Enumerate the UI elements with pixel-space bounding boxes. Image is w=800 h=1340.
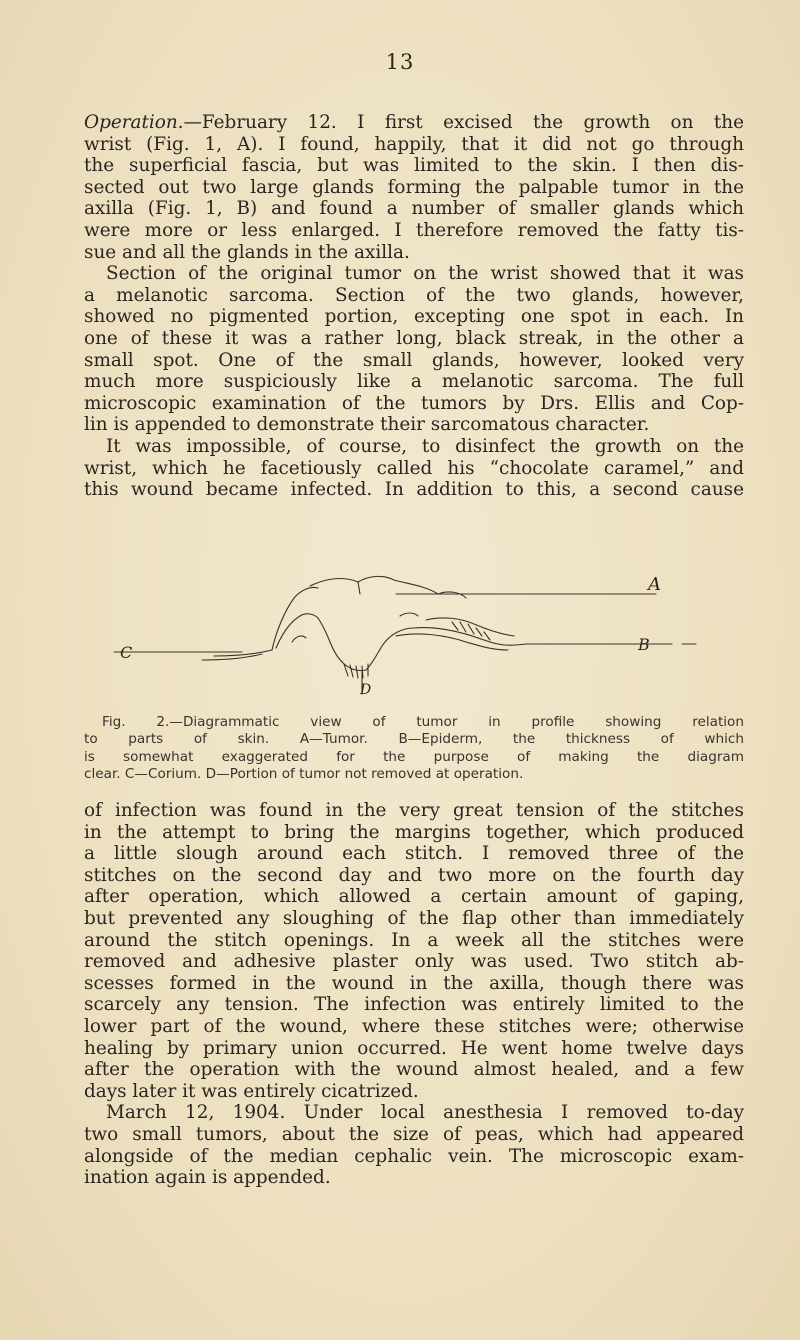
text-line: lower part of the wound, where these stitches were; otherwise	[84, 1015, 744, 1037]
text-line: alongside of the median cephalic vein. The microscopic exam-	[84, 1145, 744, 1167]
text-line: sected out two large glands forming the palpable tumor in the	[84, 176, 744, 198]
figure-caption	[84, 714, 744, 784]
text-line: were more or less enlarged. I therefore removed the fatty tis-	[84, 219, 744, 241]
text-line: It was impossible, of course, to disinfect the growth on the	[106, 435, 744, 457]
text-line: around the stitch openings. In a week all the stitches were	[84, 929, 744, 951]
text-line: this wound became infected. In addition to this, a second cause	[84, 479, 744, 501]
body-text-lower	[84, 800, 744, 1189]
text-line: healing by primary union occurred. He went home twelve days	[84, 1037, 744, 1059]
figure-label-c: C	[120, 643, 133, 662]
text-line: a little slough around each stitch. I removed three of the	[84, 843, 744, 865]
text-line: wrist (Fig. 1, A). I found, happily, that it did not go through	[84, 133, 744, 155]
caption-line: Fig. 2.—Diagrammatic view of tumor in profile showing relation	[102, 714, 744, 730]
text-line: sue and all the glands in the axilla.	[84, 241, 410, 263]
text-line: lin is appended to demonstrate their sarcomatous character.	[84, 414, 650, 436]
caption-line: to parts of skin. A—Tumor. B—Epiderm, the thickness of which	[84, 731, 744, 748]
text-line: Section of the original tumor on the wrist showed that it was	[106, 263, 744, 285]
text-line-rest: —February 12. I first excised the growth on the	[183, 112, 744, 133]
text-line: one of these it was a rather long, black streak, in the other a	[84, 327, 744, 349]
figure-label-a: A	[648, 574, 661, 595]
text-line: much more suspiciously like a melanotic sarcoma. The full	[84, 371, 744, 393]
text-line: but prevented any sloughing of the flap other than immediately	[84, 907, 744, 929]
text-line: ination again is appended.	[84, 1167, 331, 1189]
text-line: a melanotic sarcoma. Section of the two glands, however,	[84, 284, 744, 306]
text-line	[84, 112, 744, 134]
text-line: two small tumors, about the size of peas, which had appeared	[84, 1123, 744, 1145]
text-line: removed and adhesive plaster only was used. Two stitch ab-	[84, 951, 744, 973]
figure-label-b: B	[638, 635, 650, 654]
caption-line: is somewhat exaggerated for the purpose of making the diagram	[84, 748, 744, 765]
text-line: stitches on the second day and two more on the fourth day	[84, 864, 744, 886]
text-line: wrist, which he facetiously called his “chocolate caramel,” and	[84, 457, 744, 479]
text-line: after operation, which allowed a certain amount of gaping,	[84, 886, 744, 908]
text-line: scesses formed in the wound in the axilla, though there was	[84, 972, 744, 994]
text-line: after the operation with the wound almost healed, and a few	[84, 1059, 744, 1081]
text-line: the superficial fascia, but was limited to the skin. I then dis-	[84, 155, 744, 177]
figure-label-d: D	[360, 682, 372, 698]
text-line: scarcely any tension. The infection was entirely limited to the	[84, 994, 744, 1016]
text-line: in the attempt to bring the margins together, which produced	[84, 821, 744, 843]
figure-tumor-profile-diagram	[96, 572, 736, 700]
text-line: small spot. One of the small glands, however, looked very	[84, 349, 744, 371]
text-line: axilla (Fig. 1, B) and found a number of smaller glands which	[84, 198, 744, 220]
section-heading-operation: Operation.	[84, 112, 184, 133]
body-text-upper	[84, 112, 744, 501]
text-line: March 12, 1904. Under local anesthesia I removed to-day	[106, 1102, 744, 1124]
text-line: days later it was entirely cicatrized.	[84, 1080, 419, 1102]
text-line: of infection was found in the very great tension of the stitches	[84, 800, 744, 821]
page-number: 13	[385, 50, 415, 74]
caption-line: clear. C—Corium. D—Portion of tumor not removed at operation.	[84, 766, 524, 783]
text-line: microscopic examination of the tumors by Drs. Ellis and Cop-	[84, 392, 744, 414]
text-line: showed no pigmented portion, excepting one spot in each. In	[84, 306, 744, 328]
